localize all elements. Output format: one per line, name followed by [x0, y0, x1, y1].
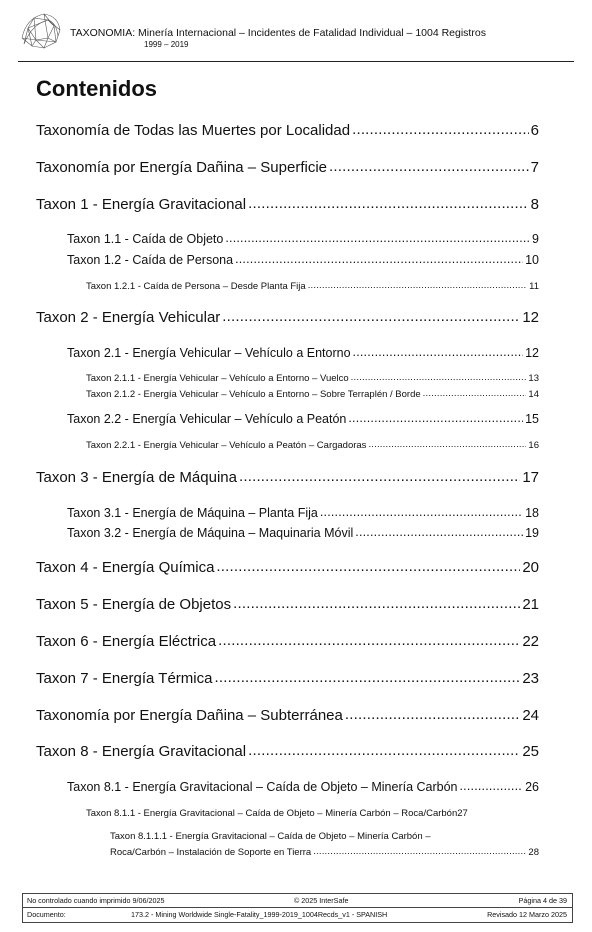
header-years: 1999 – 2019 — [144, 40, 189, 49]
toc-entry[interactable]: Roca/Carbón – Instalación de Soporte en Tierra ..... 28 — [110, 847, 539, 858]
toc-entry[interactable]: Taxon 2.1.2 - Energía Vehicular – Vehículo a Entorno – Sobre Terraplén / Borde ..... 14 — [86, 389, 539, 400]
toc-entry[interactable]: Taxon 3.2 - Energía de Máquina – Maquinaria Móvil ..... 19 — [67, 526, 539, 540]
toc-entry-line1[interactable]: Taxon 8.1.1.1 - Energía Gravitacional – Caída de Objeto – Minería Carbón – — [110, 831, 431, 842]
toc-entry[interactable]: Taxon 3.1 - Energía de Máquina – Planta Fija ..... 18 — [67, 506, 539, 520]
page-title: Contenidos — [36, 76, 157, 101]
toc-entry[interactable]: Taxonomía de Todas las Muertes por Localidad ..... 6 — [36, 122, 539, 139]
toc-entry[interactable]: Taxon 1.2 - Caída de Persona ..... 10 — [67, 253, 539, 267]
page-footer — [22, 893, 573, 923]
header-divider — [18, 61, 574, 62]
toc-entry[interactable]: Taxonomía por Energía Dañina – Subterránea ..... 24 — [36, 707, 539, 724]
toc-entry[interactable]: Taxon 2 - Energía Vehicular ..... 12 — [36, 309, 539, 326]
toc-entry[interactable]: Taxon 1 - Energía Gravitacional ..... 8 — [36, 196, 539, 213]
toc-entry[interactable]: Taxonomía por Energía Dañina – Superficie ..... 7 — [36, 159, 539, 176]
toc-entry[interactable]: Taxon 2.2.1 - Energía Vehicular – Vehículo a Peatón – Cargadoras ..... 16 — [86, 440, 539, 451]
page-header — [18, 10, 574, 62]
footer-uncontrolled: No controlado cuando imprimido 9/06/2025 — [27, 896, 165, 905]
toc-entry[interactable]: Taxon 7 - Energía Térmica ..... 23 — [36, 670, 539, 687]
toc-entry[interactable]: Taxon 2.1 - Energía Vehicular – Vehículo a Entorno ..... 12 — [67, 346, 539, 360]
toc-entry[interactable]: Taxon 1.2.1 - Caída de Persona – Desde Planta Fija ..... 11 — [86, 281, 539, 292]
toc-entry[interactable]: Taxon 4 - Energía Química ..... 20 — [36, 559, 539, 576]
toc-entry[interactable]: Taxon 3 - Energía de Máquina ..... 17 — [36, 469, 539, 486]
toc-entry[interactable]: Taxon 1.1 - Caída de Objeto ..... 9 — [67, 232, 539, 246]
footer-copyright: © 2025 InterSafe — [294, 896, 349, 905]
toc-entry[interactable]: Taxon 5 - Energía de Objetos ..... 21 — [36, 596, 539, 613]
globe-mesh-logo — [18, 10, 62, 52]
footer-page-info: Página 4 de 39 — [518, 896, 567, 905]
toc-entry[interactable]: Taxon 2.1.1 - Energía Vehicular – Vehículo a Entorno – Vuelco ..... 13 — [86, 373, 539, 384]
toc-entry[interactable]: Taxon 2.2 - Energía Vehicular – Vehículo a Peatón ..... 15 — [67, 412, 539, 426]
toc-entry[interactable]: Taxon 8 - Energía Gravitacional ..... 25 — [36, 743, 539, 760]
toc-entry[interactable]: Taxon 8.1 - Energía Gravitacional – Caída de Objeto – Minería Carbón ..... 26 — [67, 780, 539, 794]
toc-entry[interactable]: Taxon 8.1.1 - Energía Gravitacional – Caída de Objeto – Minería Carbón – Roca/Carbón 27 — [86, 808, 468, 819]
footer-doc-name: 173.2 - Mining Worldwide Single-Fatality_1999-2019_1004Recds_v1 - SPANISH — [131, 910, 388, 919]
footer-row-bottom — [23, 908, 572, 921]
footer-revised: Revisado 12 Marzo 2025 — [487, 910, 567, 919]
footer-doc-label: Documento: — [27, 910, 66, 919]
header-title: TAXONOMIA: Minería Internacional – Incidentes de Fatalidad Individual – 1004 Registros — [70, 27, 486, 39]
toc-entry[interactable]: Taxon 6 - Energía Eléctrica ..... 22 — [36, 633, 539, 650]
footer-row-top — [23, 894, 572, 908]
